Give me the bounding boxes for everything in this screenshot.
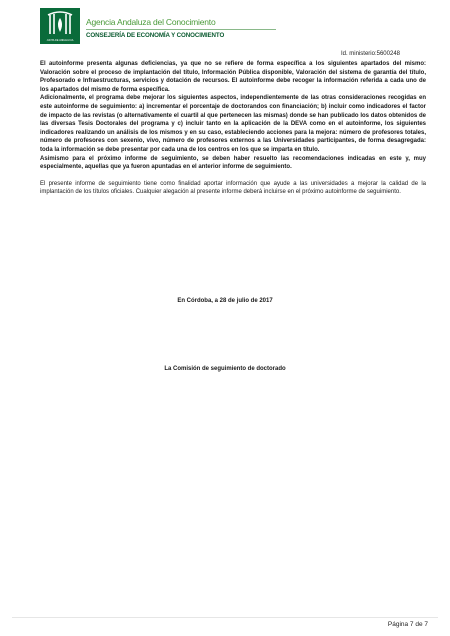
page-header bbox=[40, 8, 420, 48]
report-body bbox=[40, 60, 426, 197]
paragraph-purpose: El presente informe de seguimiento tiene como finalidad aportar información que ayude a las universidades a mejorar la calidad de la implantación de los títulos oficiales. Cualquier alegación al presente informe deberá incluirse en el próximo autoinforme de seguimiento. bbox=[40, 180, 426, 196]
paragraph-improvements: Adicionalmente, el programa debe mejorar los siguientes aspectos, independientemente de las otras consideraciones recogidas en este autoinforme de seguimiento: a) incrementar el porcentaje de doctorandos con financiación; b) incluir como indicadores el factor de impacto de las revistas (o alternativamente el cuartil al que pertenecen las mismas) donde se han publicado los datos obtenidos de las diversas Tesis Doctorales del programa y c) incluir tanto en la aplicación de la DEVA como en el autoinforme, los siguientes indicadores realizando un análisis de los mismos y en su caso, estableciendo acciones para la mejora: número de profesores totales, número de profesores con sexenio, vivo, número de profesores externos a las Universidades participantes, de forma desagregada: toda la información se debe presentar por cada una de los centros en los que se imparta en título. bbox=[40, 95, 426, 153]
paragraph-deficiencies: El autoinforme presenta algunas deficiencias, ya que no se refiere de forma específica a los siguientes apartados del mismo: Valoración sobre el proceso de implantación del título, Información Pública disponible, Valoración del sistema de garantía del título, Profesorado e Infraestructuras, servicios y dotación de recursos. El autoinforme debe recoger la información referida a cada uno de los apartados del mismo de forma específica. bbox=[40, 61, 426, 93]
footer-divider bbox=[12, 617, 438, 618]
page-number: Página 7 de 7 bbox=[387, 621, 428, 628]
agency-name: Agencia Andaluza del Conocimiento bbox=[86, 17, 216, 27]
junta-andalucia-logo-icon bbox=[40, 8, 80, 44]
signature: La Comisión de seguimiento de doctorado bbox=[164, 366, 286, 372]
ministry-id: Id. ministerio:5600248 bbox=[340, 51, 400, 57]
department-name: CONSEJERÍA DE ECONOMÍA Y CONOCIMIENTO bbox=[86, 32, 225, 39]
logo-caption: JUNTA DE ANDALUCIA bbox=[46, 39, 74, 42]
paragraph-next-report: Asimismo para el próximo informe de seguimiento, se deben haber resuelto las recomendaciones indicadas en este y, muy especialmente, aquellas que ya fueron apuntadas en el anterior informe de seguimiento. bbox=[40, 155, 426, 171]
header-divider bbox=[86, 29, 276, 30]
place-date: En Córdoba, a 28 de julio de 2017 bbox=[177, 298, 273, 304]
